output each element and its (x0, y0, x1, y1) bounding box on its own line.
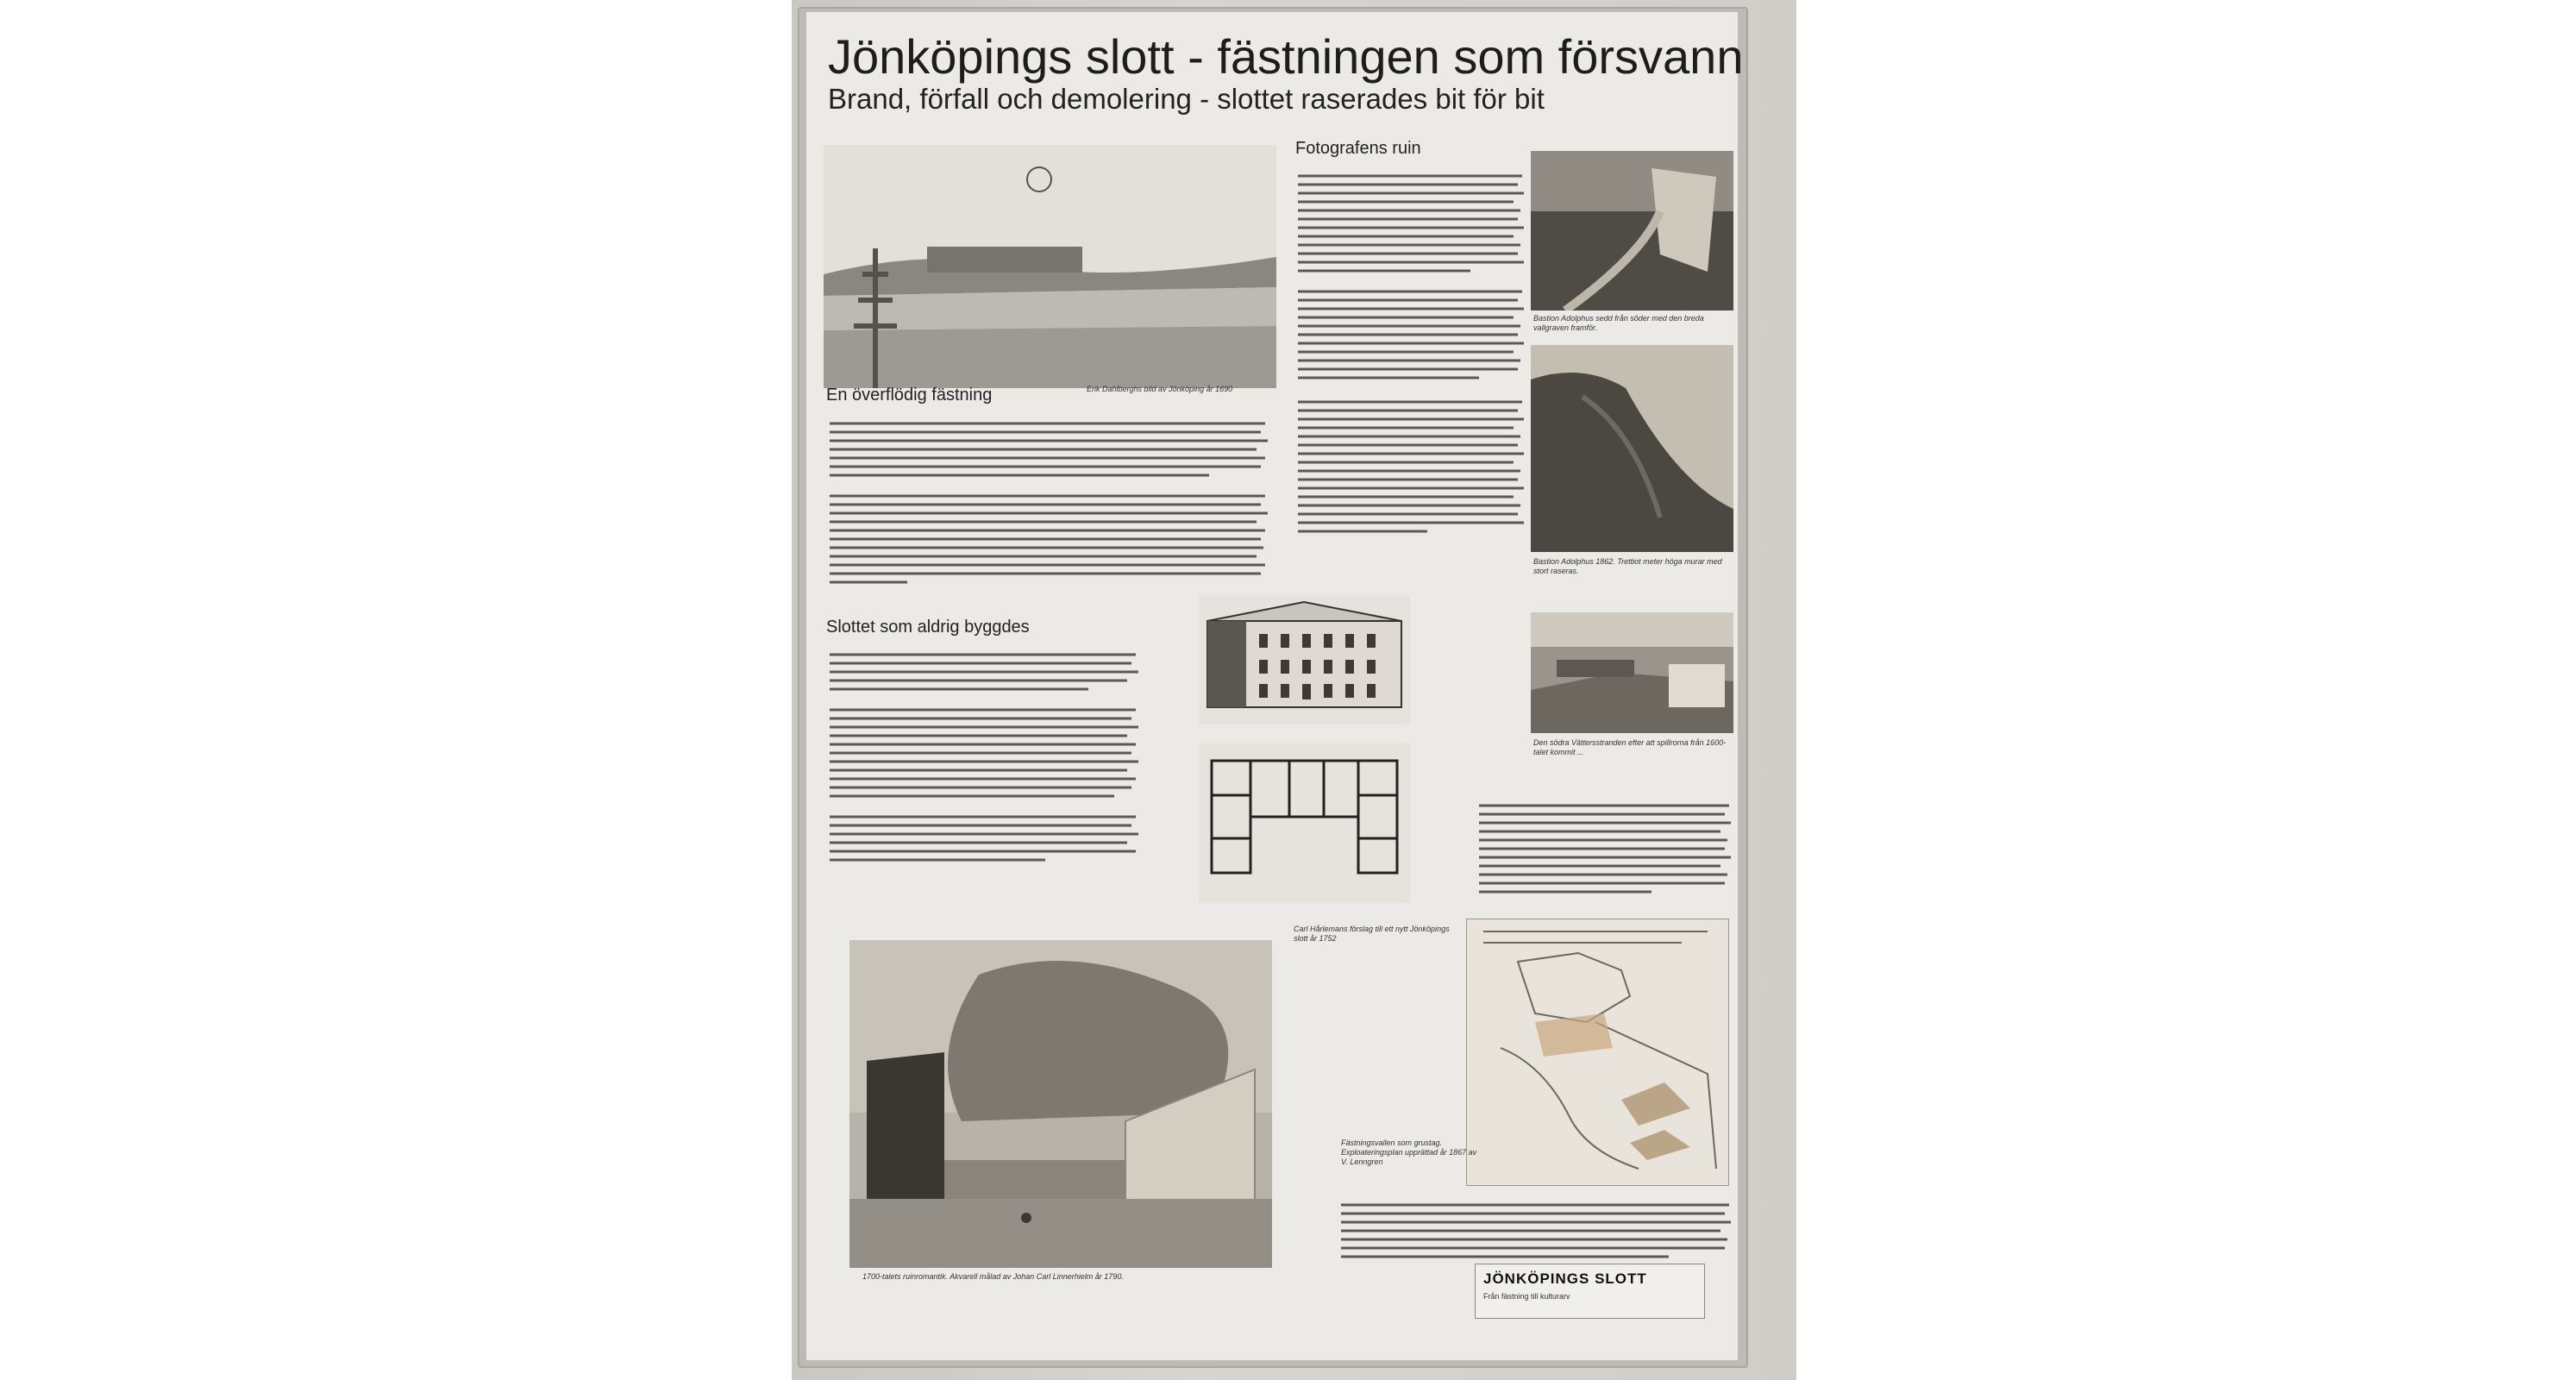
brand-subtitle: Från fästning till kulturarv (1483, 1292, 1570, 1301)
harleman-floor-plan (1199, 743, 1410, 903)
bastion-photo-1 (1531, 151, 1733, 310)
caption-fastningsvallen: Fästningsvallen som grustag. Exploateringsplan upprättad år 1867 av V. Lenngren (1341, 1138, 1477, 1166)
text-block-ruin (1298, 172, 1531, 552)
caption-sodra-stranden: Den södra Vättersstranden efter att spillrorna från 1600-talet kommit ... (1533, 738, 1727, 756)
ruin-watercolor-painting (849, 940, 1272, 1268)
text-block-slutet (1341, 1201, 1733, 1266)
brand-title: JÖNKÖPINGS SLOTT (1483, 1270, 1647, 1287)
sodra-stranden-photo (1531, 612, 1733, 733)
poster-subtitle: Brand, förfall och demolering - slottet raserades bit för bit (828, 83, 1545, 115)
caption-bastion-1: Bastion Adolphus sedd från söder med den breda vallgraven framför. (1533, 314, 1704, 332)
exploitation-plan-map (1466, 919, 1729, 1186)
caption-painting: 1700-talets ruinromantik. Akvarell målad av Johan Carl Linnerhielm år 1790. (862, 1272, 1124, 1281)
caption-bastion-2: Bastion Adolphus 1862. Trettiot meter höga murar med stort raseras. (1533, 557, 1722, 575)
heading-overflodig-fastning: En överflödig fästning (826, 386, 993, 405)
heading-fotografens-ruin: Fotografens ruin (1295, 139, 1421, 158)
caption-dahlbergh: Erik Dahlberghs bild av Jönköping år 1690 (1087, 385, 1233, 393)
poster-title: Jönköpings slott - fästningen som försvann (828, 29, 1744, 84)
dahlbergh-engraving (824, 145, 1276, 388)
caption-harleman-plan: Carl Hårlemans förslag till ett nytt Jönköpings slott år 1752 (1294, 925, 1450, 943)
bastion-photo-2 (1531, 345, 1733, 552)
harleman-facade-drawing (1199, 595, 1410, 724)
text-block-fastning (830, 420, 1278, 601)
text-block-demolering (1479, 802, 1733, 914)
text-block-slottet (830, 651, 1149, 910)
heading-slottet-som-aldrig-byggdes: Slottet som aldrig byggdes (826, 618, 1030, 637)
